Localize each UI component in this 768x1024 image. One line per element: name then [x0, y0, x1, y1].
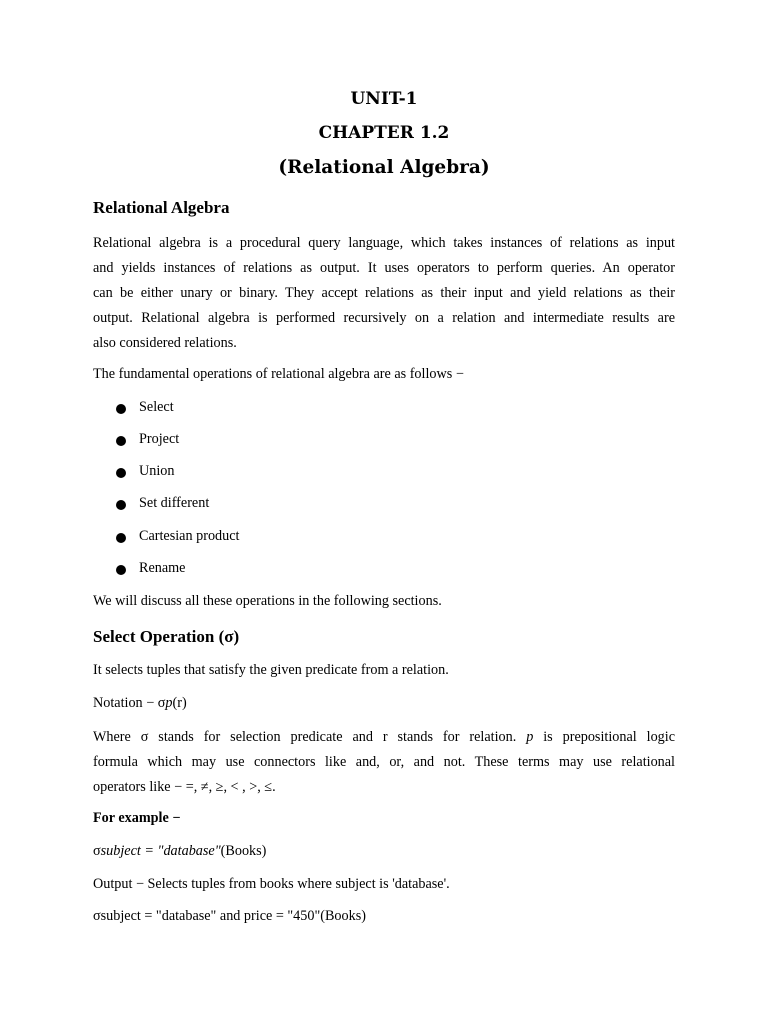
bullet-icon: [116, 565, 126, 575]
select-description: It selects tuples that satisfy the given predicate from a relation.: [93, 662, 449, 678]
bullet-icon: [116, 404, 126, 414]
bullet-icon: [116, 500, 126, 510]
intro-line: output. Relational algebra is performed recursively on a relation and intermediate results are: [93, 310, 675, 326]
fundamental-operations-text: The fundamental operations of relational algebra are as follows −: [93, 366, 464, 382]
bullet-icon: [116, 436, 126, 446]
unit-heading: UNIT-1: [350, 89, 418, 109]
bullet-icon: [116, 468, 126, 478]
closing-text: We will discuss all these operations in the following sections.: [93, 593, 442, 609]
document-page: UNIT-1 CHAPTER 1.2 (Relational Algebra) Relational Algebra Relational algebra is a procedural query language, which takes instances of relations as input and yields instances of relations as output. It uses operators to perform queries. An operator can be either unary or binary. They accept relations as their input and yield relations as their output. Relational algebra is performed recursively on a relation and intermediate results are also considered relations. The fundamental operations of relational algebra are as follows − Select Project Union Set different Cartesian product Rename We will discuss all these operations in the following sections. Select Operation (σ) It selects tuples that satisfy the given predicate from a relation. Notation − σp(r) Where σ stands for selection predicate and r stands for relation. p is prepositional logic formula which may use connectors like and, or, and not. These terms may use relational operators like − =, ≠, ≥, < , >, ≤. For example − σsubject = "database"(Books) Output − Selects tuples from books where subject is 'database'. σsubject = "database" and price = "450"(Books): [0, 0, 768, 1024]
where-paragraph: [93, 725, 675, 800]
intro-line: Relational algebra is a procedural query language, which takes instances of relations as input: [93, 235, 675, 251]
output-description: Output − Selects tuples from books where subject is 'database'.: [93, 876, 450, 892]
intro-line: can be either unary or binary. They accept relations as their input and yield relations as their: [93, 285, 675, 301]
bullet-icon: [116, 533, 126, 543]
where-line: operators like − =, ≠, ≥, < , >, ≤.: [93, 779, 276, 795]
chapter-subtitle: (Relational Algebra): [278, 157, 490, 178]
example-expression-2: σsubject = "database" and price = "450"(Books): [93, 908, 366, 924]
where-line: Where σ stands for selection predicate and r stands for relation. p is prepositional logic: [93, 729, 675, 745]
intro-line: and yields instances of relations as output. It uses operators to perform queries. An operator: [93, 260, 675, 276]
notation-line: Notation − σp(r): [93, 695, 187, 711]
intro-paragraph: [93, 231, 675, 356]
where-line: formula which may use connectors like and, or, and not. These terms may use relational: [93, 754, 675, 770]
example-expression-1: σsubject = "database"(Books): [93, 843, 267, 859]
section-title-select-operation: Select Operation (σ): [93, 627, 240, 646]
section-title-relational-algebra: Relational Algebra: [93, 198, 230, 217]
chapter-heading: CHAPTER 1.2: [318, 123, 450, 143]
example-label: For example −: [93, 810, 181, 826]
intro-line: also considered relations.: [93, 335, 237, 351]
